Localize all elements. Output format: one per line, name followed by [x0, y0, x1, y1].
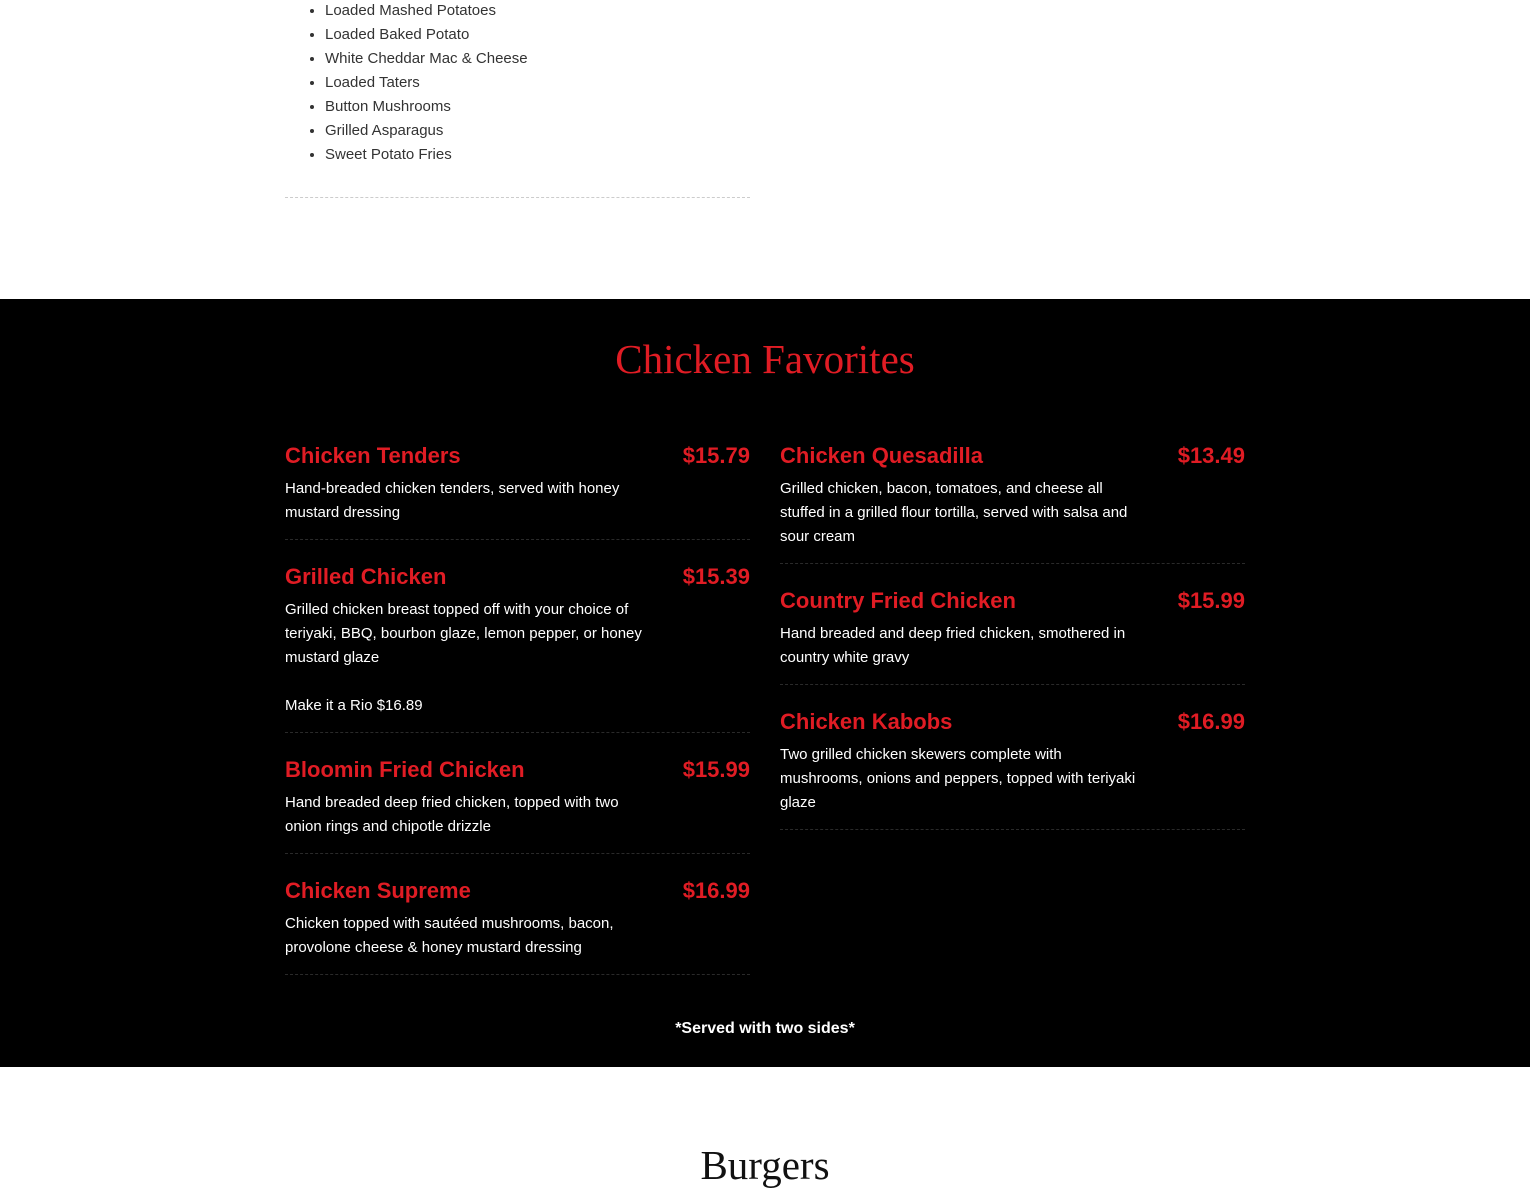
item-name: Chicken Kabobs [780, 709, 953, 734]
menu-item-chicken-supreme [285, 874, 750, 975]
burgers-section [0, 1067, 1530, 1188]
list-item: • White Cheddar Mac & Cheese [325, 47, 528, 71]
menu-item-chicken-kabobs [780, 705, 1245, 830]
sides-note: *Served with two sides* [675, 1020, 855, 1037]
list-item: • Sweet Potato Fries [325, 143, 528, 167]
item-name: Country Fried Chicken [780, 588, 1016, 613]
item-price: $15.99 [1177, 588, 1245, 613]
menu-item-grilled-chicken [285, 560, 750, 733]
item-description: Hand breaded deep fried chicken, topped with two onion rings and chipotle drizzle [285, 794, 619, 835]
item-price: $15.39 [682, 564, 750, 589]
item-name: Chicken Supreme [285, 878, 471, 903]
menu-column-right [780, 439, 1245, 850]
menu-item-country-fried-chicken [780, 584, 1245, 685]
item-description: Hand breaded and deep fried chicken, smothered in country white gravy [780, 625, 1126, 666]
item-price: $16.99 [1177, 709, 1245, 734]
item-name: Chicken Tenders [285, 443, 461, 468]
item-upgrade-note: Make it a Rio $16.89 [285, 697, 423, 714]
section-title: Chicken Favorites [615, 336, 915, 382]
sides-list [325, 0, 528, 167]
list-item: • Button Mushrooms [325, 95, 528, 119]
list-item: • Loaded Taters [325, 71, 528, 95]
section-title: Burgers [700, 1142, 830, 1188]
item-price: $15.79 [682, 443, 750, 468]
item-description: Grilled chicken breast topped off with your choice of teriyaki, BBQ, bourbon glaze, lemon pepper, or honey mustard glaze [285, 601, 642, 666]
menu-item-chicken-tenders [285, 439, 750, 540]
item-name: Grilled Chicken [285, 564, 447, 589]
menu-item-bloomin-fried-chicken [285, 753, 750, 854]
menu-item-chicken-quesadilla [780, 439, 1245, 564]
item-price: $13.49 [1177, 443, 1245, 468]
item-price: $16.99 [682, 878, 750, 903]
list-item: • Grilled Asparagus [325, 119, 528, 143]
list-item: • Loaded Mashed Potatoes [325, 0, 528, 23]
item-description: Two grilled chicken skewers complete with mushrooms, onions and peppers, topped with teriyaki glaze [780, 746, 1136, 811]
divider [285, 197, 750, 198]
sides-section [0, 0, 1530, 299]
list-item: • Loaded Baked Potato [325, 23, 528, 47]
menu-column-left [285, 439, 750, 995]
item-description: Grilled chicken, bacon, tomatoes, and cheese all stuffed in a grilled flour tortilla, served with salsa and sour cream [780, 480, 1128, 545]
item-name: Chicken Quesadilla [780, 443, 983, 468]
item-price: $15.99 [682, 757, 750, 782]
item-name: Bloomin Fried Chicken [285, 757, 525, 782]
item-description: Chicken topped with sautéed mushrooms, bacon, provolone cheese & honey mustard dressing [285, 915, 614, 956]
item-description: Hand-breaded chicken tenders, served with honey mustard dressing [285, 480, 620, 521]
chicken-favorites-section [0, 299, 1530, 1067]
